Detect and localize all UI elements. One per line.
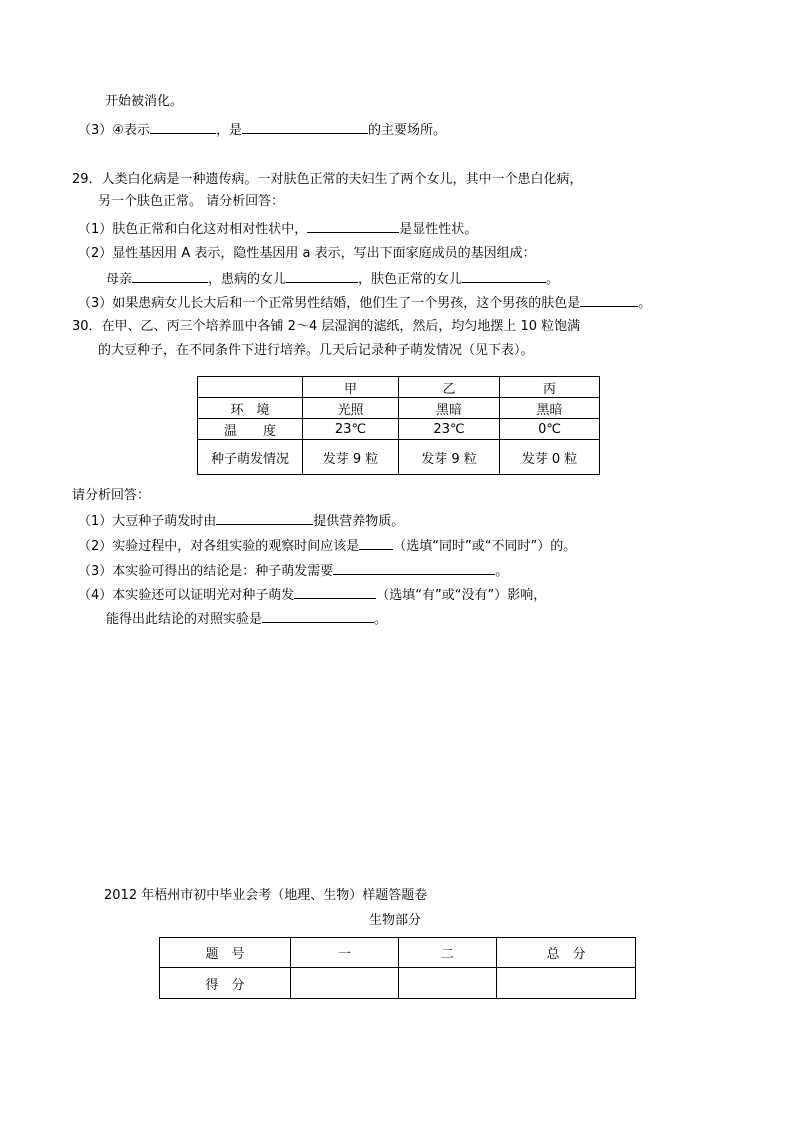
q29-sick-daughter-blank[interactable] bbox=[286, 269, 358, 283]
q30-results-table bbox=[197, 376, 600, 475]
q29-normal-daughter-blank[interactable] bbox=[462, 269, 546, 283]
table-cell: 黑暗 bbox=[399, 398, 500, 419]
q29-part2-text-a: 母亲 bbox=[106, 272, 133, 287]
q29-part1-text-b: 是显性性状。 bbox=[399, 222, 478, 237]
score-label-cell: 得 分 bbox=[160, 968, 291, 999]
q29-part3-blank[interactable] bbox=[580, 293, 638, 307]
q30-part3-blank[interactable] bbox=[333, 561, 495, 575]
q30-part1-text-b: 提供营养物质。 bbox=[313, 514, 405, 529]
q30-part4 bbox=[78, 585, 546, 605]
score-table-header-cell: 题 号 bbox=[160, 938, 291, 968]
score-cell-total[interactable] bbox=[497, 968, 636, 999]
q29-part3-text-b: 。 bbox=[638, 296, 652, 311]
q28-part3 bbox=[78, 120, 446, 140]
score-table-header-cell: 二 bbox=[399, 938, 497, 968]
q30-analysis-prompt: 请分析回答： bbox=[72, 488, 151, 503]
q30-stem-line1: 30．在甲、乙、丙三个培养皿中各铺 2～4 层湿润的滤纸，然后，均匀地摆上 10 粒饱满 bbox=[72, 319, 581, 334]
q30-part1 bbox=[78, 511, 404, 531]
score-table-row bbox=[160, 968, 636, 999]
q29-stem-line1: 29．人类白化病是一种遗传病。一对肤色正常的夫妇生了两个女儿，其中一个患白化病， bbox=[72, 172, 583, 187]
q30-part2-text-a: （2）实验过程中，对各组实验的观察时间应该是 bbox=[78, 539, 360, 554]
q28-part3-text-a: （3）④表示 bbox=[78, 123, 150, 138]
table-cell: 发芽 9 粒 bbox=[399, 440, 500, 475]
q29-part1-text-a: （1）肤色正常和白化这对相对性状中， bbox=[78, 222, 308, 237]
q30-part2 bbox=[78, 536, 576, 556]
table-cell: 种子萌发情况 bbox=[198, 440, 303, 475]
q30-part1-blank[interactable] bbox=[216, 511, 313, 525]
table-row bbox=[198, 419, 600, 440]
table-cell: 23℃ bbox=[399, 419, 500, 440]
table-cell: 光照 bbox=[303, 398, 399, 419]
table-cell: 发芽 0 粒 bbox=[500, 440, 600, 475]
score-cell-part1[interactable] bbox=[291, 968, 399, 999]
table-header-cell: 乙 bbox=[399, 377, 500, 398]
table-cell: 0℃ bbox=[500, 419, 600, 440]
table-cell: 环 境 bbox=[198, 398, 303, 419]
table-header-cell: 丙 bbox=[500, 377, 600, 398]
q28-part3-text-b: ，是 bbox=[215, 123, 242, 138]
q30-part3-text-a: （3）本实验可得出的结论是：种子萌发需要 bbox=[78, 564, 334, 579]
answer-sheet-title: 2012 年梧州市初中毕业会考（地理、生物）样题答题卷 bbox=[104, 888, 428, 903]
score-table-header-cell: 一 bbox=[291, 938, 399, 968]
q30-part2-text-b: （选填“同时”或“不同时”）的。 bbox=[393, 539, 577, 554]
q30-stem-line2: 的大豆种子，在不同条件下进行培养。几天后记录种子萌发情况（见下表）。 bbox=[98, 343, 534, 358]
q29-mother-blank[interactable] bbox=[132, 269, 208, 283]
table-row bbox=[198, 398, 600, 419]
q28-part3-text-c: 的主要场所。 bbox=[367, 123, 446, 138]
table-header-row bbox=[198, 377, 600, 398]
table-row bbox=[198, 440, 600, 475]
table-header-cell bbox=[198, 377, 303, 398]
q29-part1 bbox=[78, 219, 477, 239]
q29-part2-text-b: ，患病的女儿 bbox=[208, 272, 287, 287]
table-header-cell: 甲 bbox=[303, 377, 399, 398]
q30-part4b-blank[interactable] bbox=[262, 609, 374, 623]
q30-part4-continued bbox=[106, 609, 387, 629]
table-cell: 23℃ bbox=[303, 419, 399, 440]
q30-part4-blank[interactable] bbox=[294, 585, 376, 599]
q29-stem-line2: 另一个肤色正常。 请分析回答： bbox=[98, 194, 285, 209]
q30-part4-text-a: （4）本实验还可以证明光对种子萌发 bbox=[78, 588, 295, 603]
q30-part2-blank[interactable] bbox=[359, 536, 393, 550]
q30-part4b-text-b: 。 bbox=[374, 612, 388, 627]
table-cell: 温 度 bbox=[198, 419, 303, 440]
q29-part2-text-c: ，肤色正常的女儿 bbox=[358, 272, 463, 287]
score-cell-part2[interactable] bbox=[399, 968, 497, 999]
q30-part3 bbox=[78, 561, 508, 581]
q29-part2-text-d: 。 bbox=[546, 272, 560, 287]
q29-part1-blank[interactable] bbox=[307, 219, 399, 233]
q30-part3-text-b: 。 bbox=[495, 564, 509, 579]
table-cell: 发芽 9 粒 bbox=[303, 440, 399, 475]
q28-part3-blank-1[interactable] bbox=[150, 120, 216, 134]
q28-part3-blank-2[interactable] bbox=[242, 120, 368, 134]
q30-part1-text-a: （1）大豆种子萌发时由 bbox=[78, 514, 217, 529]
score-table-header-cell: 总 分 bbox=[497, 938, 636, 968]
q29-part3 bbox=[78, 293, 651, 313]
q28-continuation: 开始被消化。 bbox=[105, 94, 184, 109]
q29-part2: （2）显性基因用 A 表示，隐性基因用 a 表示，写出下面家庭成员的基因组成： bbox=[78, 246, 536, 261]
score-table bbox=[159, 937, 636, 999]
q29-part3-text-a: （3）如果患病女儿长大后和一个正常男性结婚，他们生了一个男孩，这个男孩的肤色是 bbox=[78, 296, 581, 311]
answer-sheet-subtitle: 生物部分 bbox=[369, 913, 422, 928]
q30-part4b-text-a: 能得出此结论的对照实验是 bbox=[106, 612, 263, 627]
table-cell: 黑暗 bbox=[500, 398, 600, 419]
q30-part4-text-b: （选填“有”或“没有”）影响， bbox=[376, 588, 547, 603]
q29-part2-genotypes bbox=[106, 269, 559, 289]
score-table-header-row bbox=[160, 938, 636, 968]
